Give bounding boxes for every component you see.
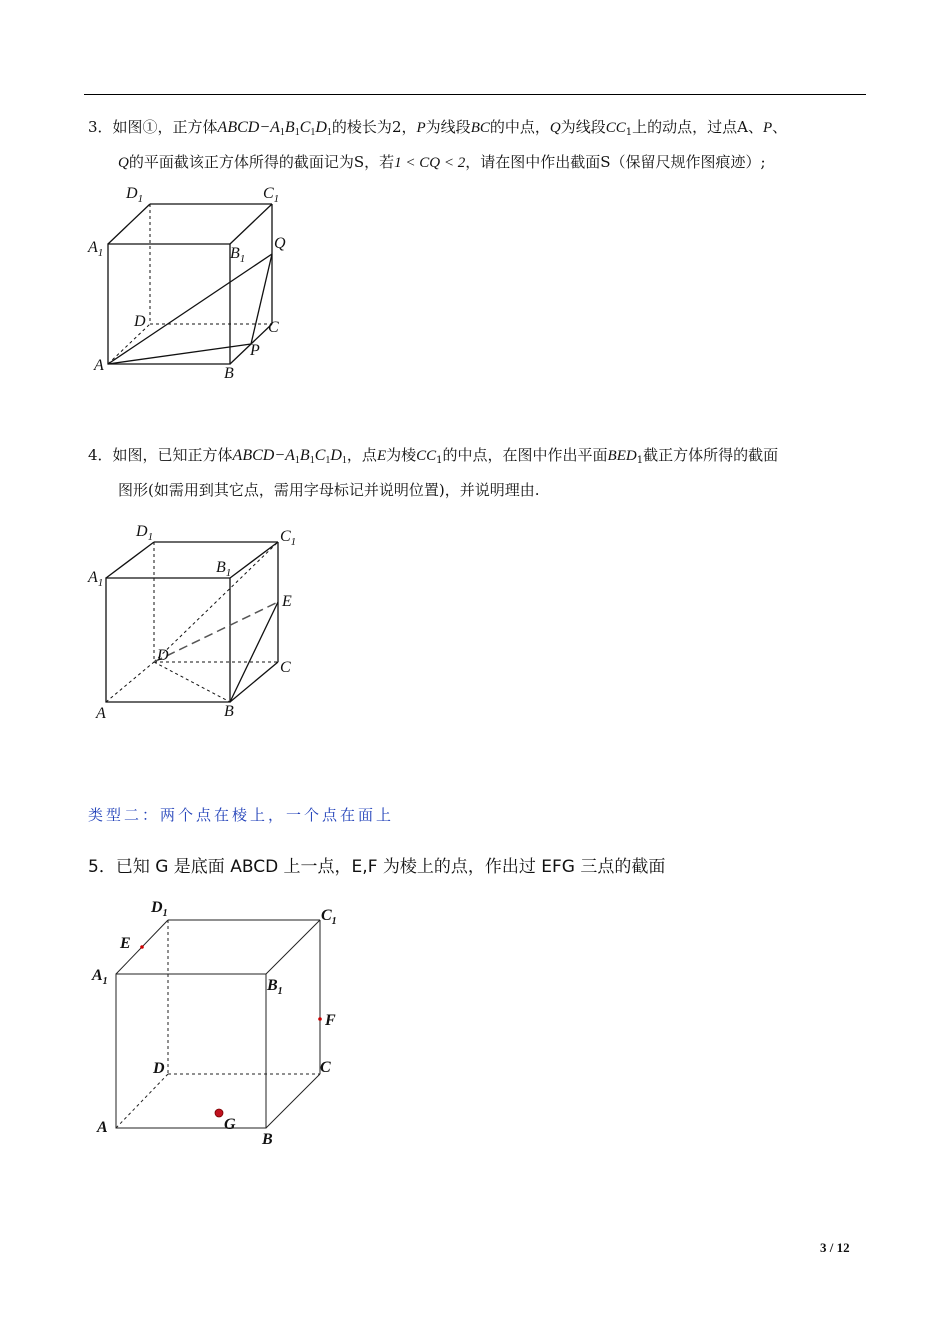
label-D1: $D_1$ xyxy=(126,185,144,205)
label-C: C xyxy=(280,659,291,676)
label-P: P xyxy=(250,342,260,359)
label-D: D xyxy=(153,1060,165,1077)
label-A: A xyxy=(96,705,106,722)
label-B1: $B_1$ xyxy=(267,977,283,997)
q3-line-1: 3．如图①，正方体$ABCD-A_1B_1C_1D_1$的棱长为2，P为线段BC的中点，Q为线段$CC_1$上的动点，过点A、P、 xyxy=(88,118,788,138)
q4-line-2: 图形(如需用到其它点，需用字母标记并说明位置)，并说明理由. xyxy=(118,481,540,499)
label-C: C xyxy=(268,319,279,336)
label-C1: $C_1$ xyxy=(321,907,337,927)
q5-text: 5．已知 G 是底面 ABCD 上一点，E,F 为棱上的点，作出过 EFG 三点的截面 xyxy=(88,857,666,877)
label-D1: $D_1$ xyxy=(151,899,168,919)
label-B: B xyxy=(224,703,234,720)
label-F: F xyxy=(325,1012,336,1029)
label-B1: $B_1$ xyxy=(230,245,246,265)
page-number: 3 / 12 xyxy=(820,1240,850,1255)
label-A: A xyxy=(97,1119,108,1136)
point-F xyxy=(318,1017,322,1021)
section-heading-type2: 类型二：两个点在棱上，一个点在面上 xyxy=(88,806,395,824)
point-E xyxy=(140,945,144,949)
label-B: B xyxy=(262,1131,273,1148)
q4-line-1: 4．如图，已知正方体$ABCD-A_1B_1C_1D_1$，点E为棱$CC_1$的中点，在图中作出平面$BED_1$截正方体所得的截面 xyxy=(88,446,779,466)
point-G xyxy=(215,1109,223,1117)
label-D1: $D_1$ xyxy=(136,523,154,543)
label-D: D xyxy=(157,647,169,664)
label-A1: $A_1$ xyxy=(88,569,104,589)
label-C1: $C_1$ xyxy=(280,528,297,548)
label-Q: Q xyxy=(274,235,286,252)
label-E: E xyxy=(282,593,292,610)
label-A1: $A_1$ xyxy=(88,239,104,259)
q3-line-2: Q的平面截该正方体所得的截面记为S，若1 < CQ < 2，请在图中作出截面S（保留尺规作图痕迹）; xyxy=(118,153,766,171)
label-G: G xyxy=(224,1116,236,1133)
label-B: B xyxy=(224,365,234,382)
label-A1: $A_1$ xyxy=(92,967,108,987)
label-C: C xyxy=(320,1059,331,1076)
label-A: A xyxy=(94,357,104,374)
label-B1: $B_1$ xyxy=(216,559,232,579)
label-E: E xyxy=(120,935,131,952)
label-C1: $C_1$ xyxy=(263,185,280,205)
label-D: D xyxy=(134,313,146,330)
